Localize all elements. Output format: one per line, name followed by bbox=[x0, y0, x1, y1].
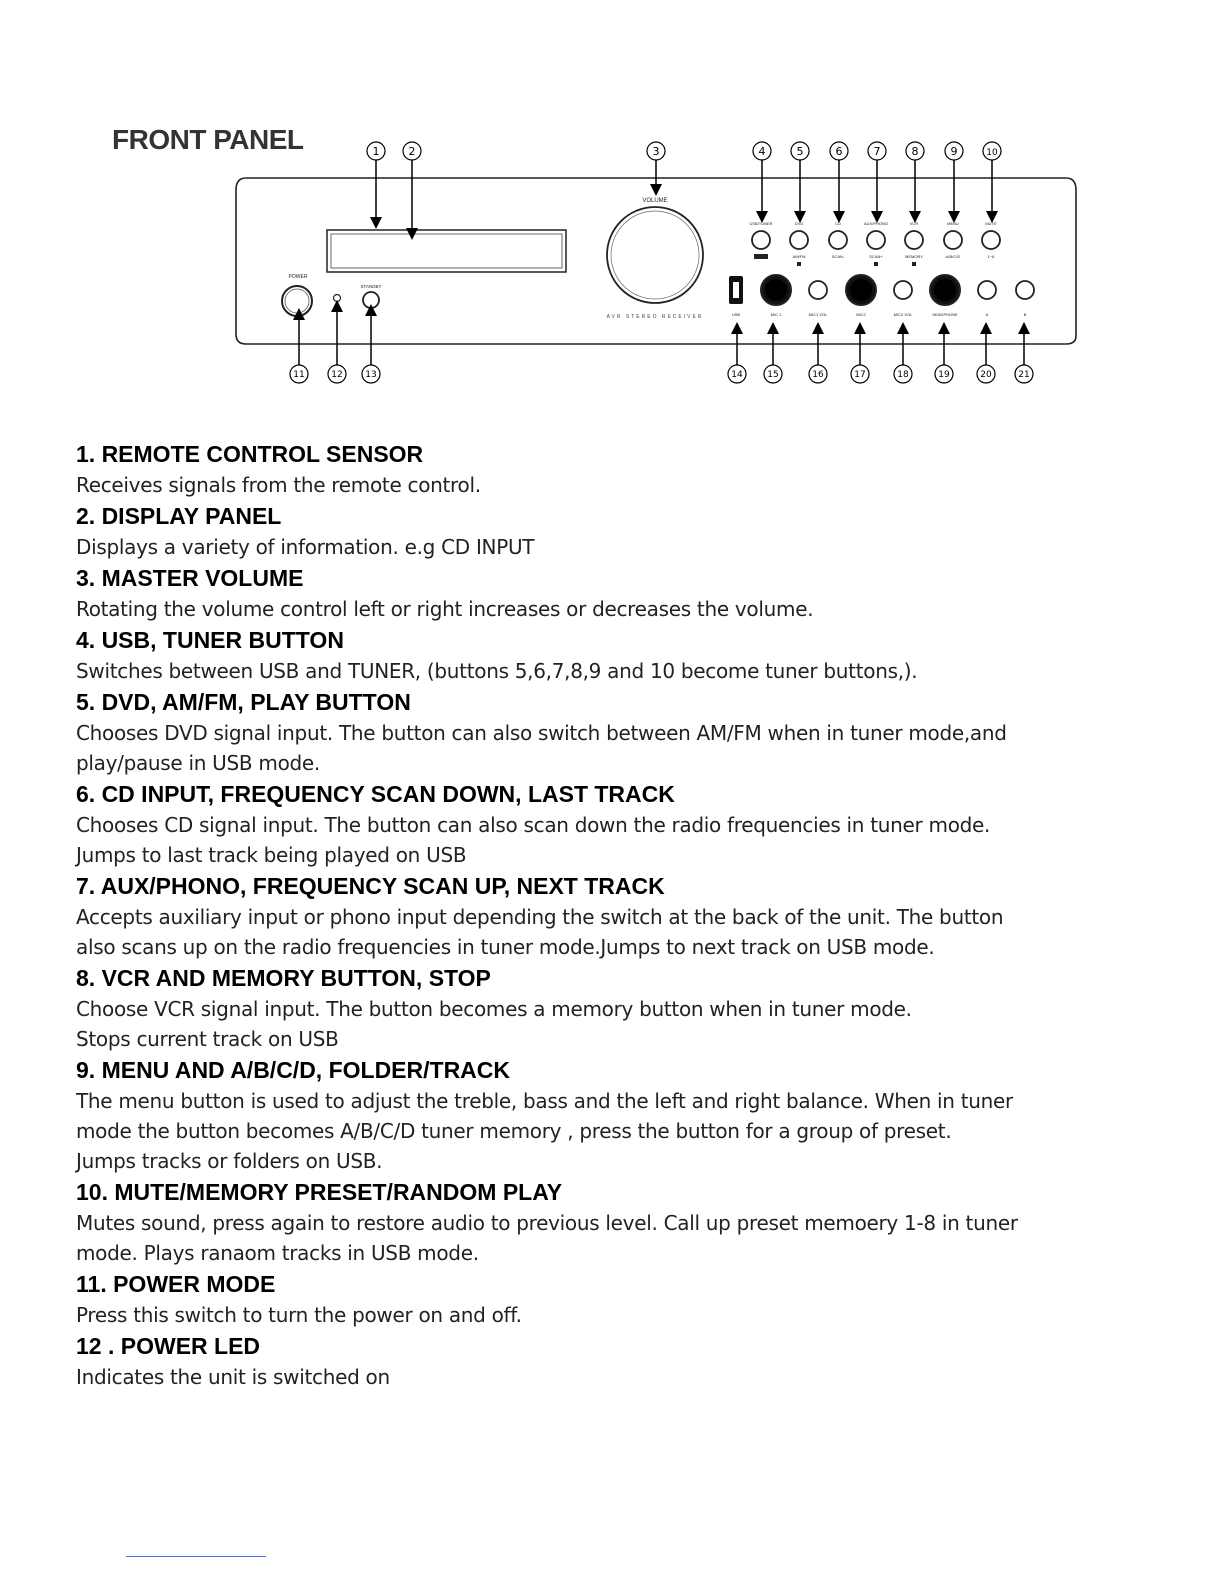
item-text: Displays a variety of information. e.g CD INPUT bbox=[76, 535, 535, 559]
item-title: 1. REMOTE CONTROL SENSOR bbox=[76, 441, 424, 467]
list-item bbox=[72, 1176, 1182, 1268]
callout-14: 14 bbox=[731, 370, 743, 380]
aux-phono-button bbox=[867, 231, 885, 249]
panel-heading: FRONT PANEL bbox=[112, 124, 304, 155]
item-title: 3. MASTER VOLUME bbox=[76, 565, 304, 591]
item-title: 12 . POWER LED bbox=[76, 1333, 261, 1359]
feature-list bbox=[72, 438, 1182, 1392]
list-item bbox=[72, 1268, 1182, 1330]
callout-13: 13 bbox=[365, 370, 377, 380]
item-text: The menu button is used to adjust the treble, bass and the left and right balance. When in tuner bbox=[76, 1089, 1013, 1113]
item-text: mode. Plays ranaom tracks in USB mode. bbox=[76, 1241, 479, 1265]
callout-11: 11 bbox=[293, 370, 305, 380]
list-item bbox=[72, 870, 1182, 962]
item-title: 8. VCR AND MEMORY BUTTON, STOP bbox=[76, 965, 491, 991]
list-item bbox=[72, 1054, 1182, 1176]
callout-15: 15 bbox=[767, 370, 779, 380]
callout-4: 4 bbox=[758, 145, 766, 158]
item-title: 6. CD INPUT, FREQUENCY SCAN DOWN, LAST TRACK bbox=[76, 781, 675, 807]
list-item bbox=[72, 500, 1182, 562]
list-item bbox=[72, 686, 1182, 778]
volume-label: VOLUME bbox=[642, 198, 668, 204]
footer-rule bbox=[126, 1556, 266, 1557]
item-title: 4. USB, TUNER BUTTON bbox=[76, 627, 344, 653]
jack-label: B bbox=[1023, 312, 1027, 317]
btn-label: MUTE bbox=[985, 221, 997, 226]
item-text: Stops current track on USB bbox=[76, 1027, 339, 1051]
btn-label: MENU bbox=[947, 221, 959, 226]
top-callouts bbox=[367, 142, 1001, 234]
btn-label: USB/TUNER bbox=[749, 221, 773, 226]
item-text: Switches between USB and TUNER, (buttons 5,6,7,8,9 and 10 become tuner buttons,). bbox=[76, 659, 918, 683]
item-title: 5. DVD, AM/FM, PLAY BUTTON bbox=[76, 689, 411, 715]
jack-label: HEADPHONE bbox=[932, 312, 958, 317]
item-text: Chooses CD signal input. The button can also scan down the radio frequencies in tuner mode. bbox=[76, 813, 991, 837]
b-button bbox=[1016, 281, 1034, 299]
item-text: Accepts auxiliary input or phono input depending the switch at the back of the unit. The button bbox=[76, 905, 1004, 929]
list-item bbox=[72, 778, 1182, 870]
callout-17: 17 bbox=[854, 370, 866, 380]
cd-button bbox=[829, 231, 847, 249]
btn-sub-label: MEMORY bbox=[905, 254, 923, 259]
mic1-vol bbox=[809, 281, 827, 299]
item-text: Choose VCR signal input. The button becomes a memory button when in tuner mode. bbox=[76, 997, 912, 1021]
volume-knob bbox=[607, 207, 703, 303]
item-text: Jumps tracks or folders on USB. bbox=[76, 1149, 383, 1173]
list-item bbox=[72, 962, 1182, 1054]
item-title: 7. AUX/PHONO, FREQUENCY SCAN UP, NEXT TRACK bbox=[76, 873, 665, 899]
item-title: 10. MUTE/MEMORY PRESET/RANDOM PLAY bbox=[76, 1179, 563, 1205]
list-item bbox=[72, 438, 1182, 500]
dvd-button bbox=[790, 231, 808, 249]
receiver-label: AVR STEREO RECEIVER bbox=[606, 314, 704, 320]
item-title: 2. DISPLAY PANEL bbox=[76, 503, 282, 529]
item-text: mode the button becomes A/B/C/D tuner memory , press the button for a group of preset. bbox=[76, 1119, 952, 1143]
callout-12: 12 bbox=[331, 370, 343, 380]
standby-button bbox=[363, 292, 379, 308]
list-item bbox=[72, 562, 1182, 624]
callout-3: 3 bbox=[652, 145, 660, 158]
callout-9: 9 bbox=[950, 145, 958, 158]
item-text: also scans up on the radio frequencies in tuner mode.Jumps to next track on USB mode. bbox=[76, 935, 935, 959]
callout-2: 2 bbox=[408, 145, 416, 158]
callout-19: 19 bbox=[938, 370, 950, 380]
item-title: 9. MENU AND A/B/C/D, FOLDER/TRACK bbox=[76, 1057, 511, 1083]
item-text: Rotating the volume control left or right increases or decreases the volume. bbox=[76, 597, 814, 621]
vcr-button bbox=[905, 231, 923, 249]
jack-label: USB bbox=[731, 312, 741, 317]
btn-label: CD bbox=[835, 221, 841, 226]
btn-label: VCR bbox=[909, 221, 919, 226]
standby-label: STANDBY bbox=[360, 284, 382, 289]
power-label: POWER bbox=[288, 274, 308, 280]
a-button bbox=[978, 281, 996, 299]
btn-sub-label: 1~8 bbox=[987, 254, 995, 259]
btn-label: AUX/PHONO bbox=[863, 221, 889, 226]
menu-button bbox=[944, 231, 962, 249]
item-text: Indicates the unit is switched on bbox=[76, 1365, 390, 1389]
mute-button bbox=[982, 231, 1000, 249]
btn-sub-label: AM/FM bbox=[792, 254, 806, 259]
callout-20: 20 bbox=[980, 370, 992, 380]
src-badge bbox=[754, 254, 768, 259]
callout-6: 6 bbox=[835, 145, 843, 158]
item-text: Mutes sound, press again to restore audio to previous level. Call up preset memoery 1-8 in tuner bbox=[76, 1211, 1018, 1235]
power-button bbox=[282, 286, 312, 316]
item-text: Jumps to last track being played on USB bbox=[76, 843, 467, 867]
item-text: Chooses DVD signal input. The button can also switch between AM/FM when in tuner mode,and bbox=[76, 721, 1007, 745]
callout-1: 1 bbox=[372, 145, 380, 158]
jack-label: MIC1 VOL bbox=[808, 312, 828, 317]
btn-sub-label: A/B/C/D bbox=[945, 254, 961, 259]
callout-18: 18 bbox=[897, 370, 909, 380]
btn-sub-label: SCAN- bbox=[831, 254, 845, 259]
jack-label: A bbox=[985, 312, 989, 317]
btn-label: DVD bbox=[794, 221, 804, 226]
display-panel bbox=[327, 230, 566, 272]
item-text: Press this switch to turn the power on and off. bbox=[76, 1303, 522, 1327]
mic2-vol bbox=[894, 281, 912, 299]
jack-label: MIC2 VOL bbox=[893, 312, 913, 317]
jack-label: MIC 1 bbox=[770, 312, 782, 317]
callout-7: 7 bbox=[873, 145, 881, 158]
bottom-jacks bbox=[761, 275, 1034, 305]
list-item bbox=[72, 1330, 1182, 1392]
callout-10: 10 bbox=[986, 148, 998, 158]
power-led bbox=[334, 295, 341, 302]
item-title: 11. POWER MODE bbox=[76, 1271, 276, 1297]
top-buttons bbox=[752, 231, 1000, 249]
usb-tuner-button bbox=[752, 231, 770, 249]
item-text: play/pause in USB mode. bbox=[76, 751, 320, 775]
btn-sub-label: SCAN+ bbox=[869, 254, 883, 259]
front-panel-diagram bbox=[0, 130, 1224, 400]
callout-16: 16 bbox=[812, 370, 824, 380]
callout-5: 5 bbox=[796, 145, 804, 158]
list-item bbox=[72, 624, 1182, 686]
callout-8: 8 bbox=[911, 145, 919, 158]
item-text: Receives signals from the remote control. bbox=[76, 473, 481, 497]
jack-label: MIC2 bbox=[856, 312, 866, 317]
callout-21: 21 bbox=[1018, 370, 1030, 380]
